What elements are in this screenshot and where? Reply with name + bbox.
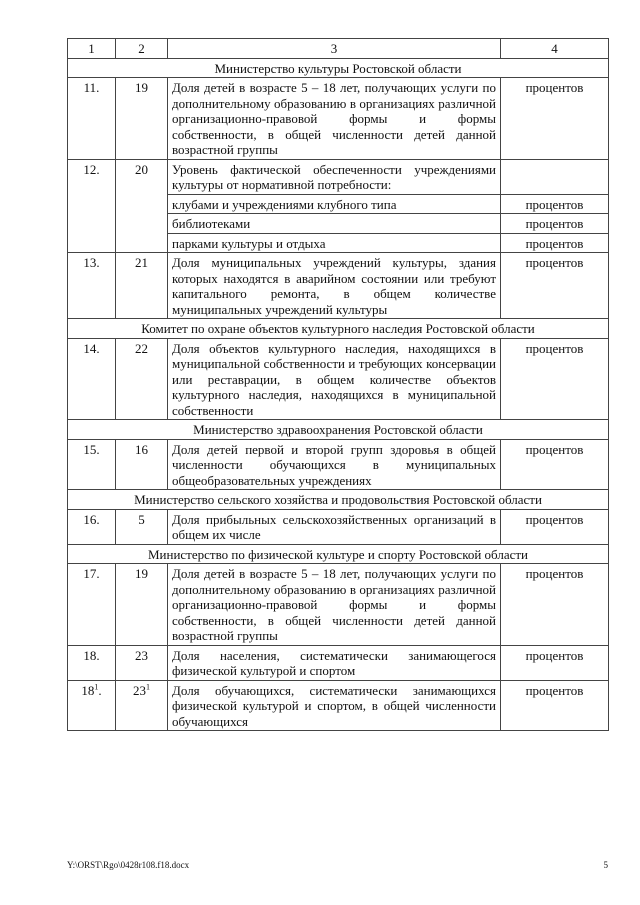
row-number: 14.	[68, 338, 116, 420]
row-number: 17.	[68, 564, 116, 646]
indicator-text: Доля детей первой и второй групп здоровья в общей численности обучающихся в муниципальных общеобразовательных учреждениях	[168, 439, 501, 490]
table-row	[68, 159, 609, 194]
unit-cell: процентов	[501, 338, 609, 420]
indicator-code	[116, 680, 168, 731]
indicator-code: 20	[116, 159, 168, 253]
indicator-text: парками культуры и отдыха	[168, 233, 501, 253]
section-row	[68, 420, 609, 440]
table-row	[68, 338, 609, 420]
indicator-text: Уровень фактической обеспеченности учреждениями культуры от нормативной потребности:	[168, 159, 501, 194]
header-cell-3: 3	[168, 39, 501, 59]
indicator-text: клубами и учреждениями клубного типа	[168, 194, 501, 214]
indicator-code: 5	[116, 509, 168, 544]
row-number-superscript: 1	[94, 682, 99, 692]
indicator-code: 19	[116, 78, 168, 160]
indicator-text: библиотеками	[168, 214, 501, 234]
table-row	[68, 564, 609, 646]
unit-cell: процентов	[501, 564, 609, 646]
section-title: Комитет по охране объектов культурного наследия Ростовской области	[68, 319, 609, 339]
unit-cell: процентов	[501, 680, 609, 731]
table-row	[68, 509, 609, 544]
section-title: Министерство культуры Ростовской области	[68, 58, 609, 78]
indicator-text: Доля детей в возрасте 5 – 18 лет, получающих услуги по дополнительному образованию в организациях различной организационно-правовой формы и формы собственности, в общей численности детей данной возрастной группы	[168, 564, 501, 646]
row-number: 15.	[68, 439, 116, 490]
indicator-code-superscript: 1	[146, 682, 150, 692]
row-number: 18.	[68, 645, 116, 680]
header-cell-2: 2	[116, 39, 168, 59]
page-number: 5	[603, 860, 608, 870]
row-number: 11.	[68, 78, 116, 160]
table-row	[68, 645, 609, 680]
row-number-suffix: .	[98, 682, 102, 698]
indicator-text: Доля детей в возрасте 5 – 18 лет, получающих услуги по дополнительному образованию в организациях различной организационно-правовой формы и формы собственности, в общей численности детей данной возрастной группы	[168, 78, 501, 160]
row-number: 16.	[68, 509, 116, 544]
row-number: 13.	[68, 253, 116, 319]
table-row	[68, 439, 609, 490]
section-row	[68, 490, 609, 510]
indicators-table	[67, 38, 609, 731]
row-number	[68, 680, 116, 731]
unit-cell: процентов	[501, 194, 609, 214]
unit-cell: процентов	[501, 509, 609, 544]
indicator-code-base: 23	[133, 682, 146, 698]
file-path: Y:\ORST\Rgo\0428r108.f18.docx	[67, 860, 190, 870]
section-row	[68, 58, 609, 78]
unit-cell: процентов	[501, 214, 609, 234]
indicator-code: 23	[116, 645, 168, 680]
indicator-text: Доля населения, систематически занимающегося физической культурой и спортом	[168, 645, 501, 680]
header-cell-4: 4	[501, 39, 609, 59]
section-title: Министерство по физической культуре и спорту Ростовской области	[68, 544, 609, 564]
row-number-base: 18	[81, 682, 95, 698]
indicator-text: Доля объектов культурного наследия, находящихся в муниципальной собственности и требующих консервации или реставрации, в общем количестве объектов культурного наследия, находящихся в муниципальной собственности	[168, 338, 501, 420]
unit-cell	[501, 159, 609, 194]
section-title: Министерство сельского хозяйства и продовольствия Ростовской области	[68, 490, 609, 510]
row-number: 12.	[68, 159, 116, 253]
indicator-code: 16	[116, 439, 168, 490]
unit-cell: процентов	[501, 233, 609, 253]
table-row	[68, 680, 609, 731]
indicator-code: 21	[116, 253, 168, 319]
unit-cell: процентов	[501, 439, 609, 490]
unit-cell: процентов	[501, 253, 609, 319]
section-row	[68, 319, 609, 339]
page-footer	[67, 860, 608, 870]
header-row	[68, 39, 609, 59]
table-row	[68, 253, 609, 319]
indicator-code: 19	[116, 564, 168, 646]
indicator-text: Доля прибыльных сельскохозяйственных организаций в общем их числе	[168, 509, 501, 544]
indicator-code: 22	[116, 338, 168, 420]
indicator-text: Доля муниципальных учреждений культуры, здания которых находятся в аварийном состоянии или требуют капитального ремонта, в общем количестве муниципальных учреждений культуры	[168, 253, 501, 319]
indicator-text: Доля обучающихся, систематически занимающихся физической культурой и спортом, в общей численности обучающихся	[168, 680, 501, 731]
unit-cell: процентов	[501, 645, 609, 680]
header-cell-1: 1	[68, 39, 116, 59]
table-row	[68, 78, 609, 160]
unit-cell: процентов	[501, 78, 609, 160]
section-title: Министерство здравоохранения Ростовской области	[68, 420, 609, 440]
section-row	[68, 544, 609, 564]
